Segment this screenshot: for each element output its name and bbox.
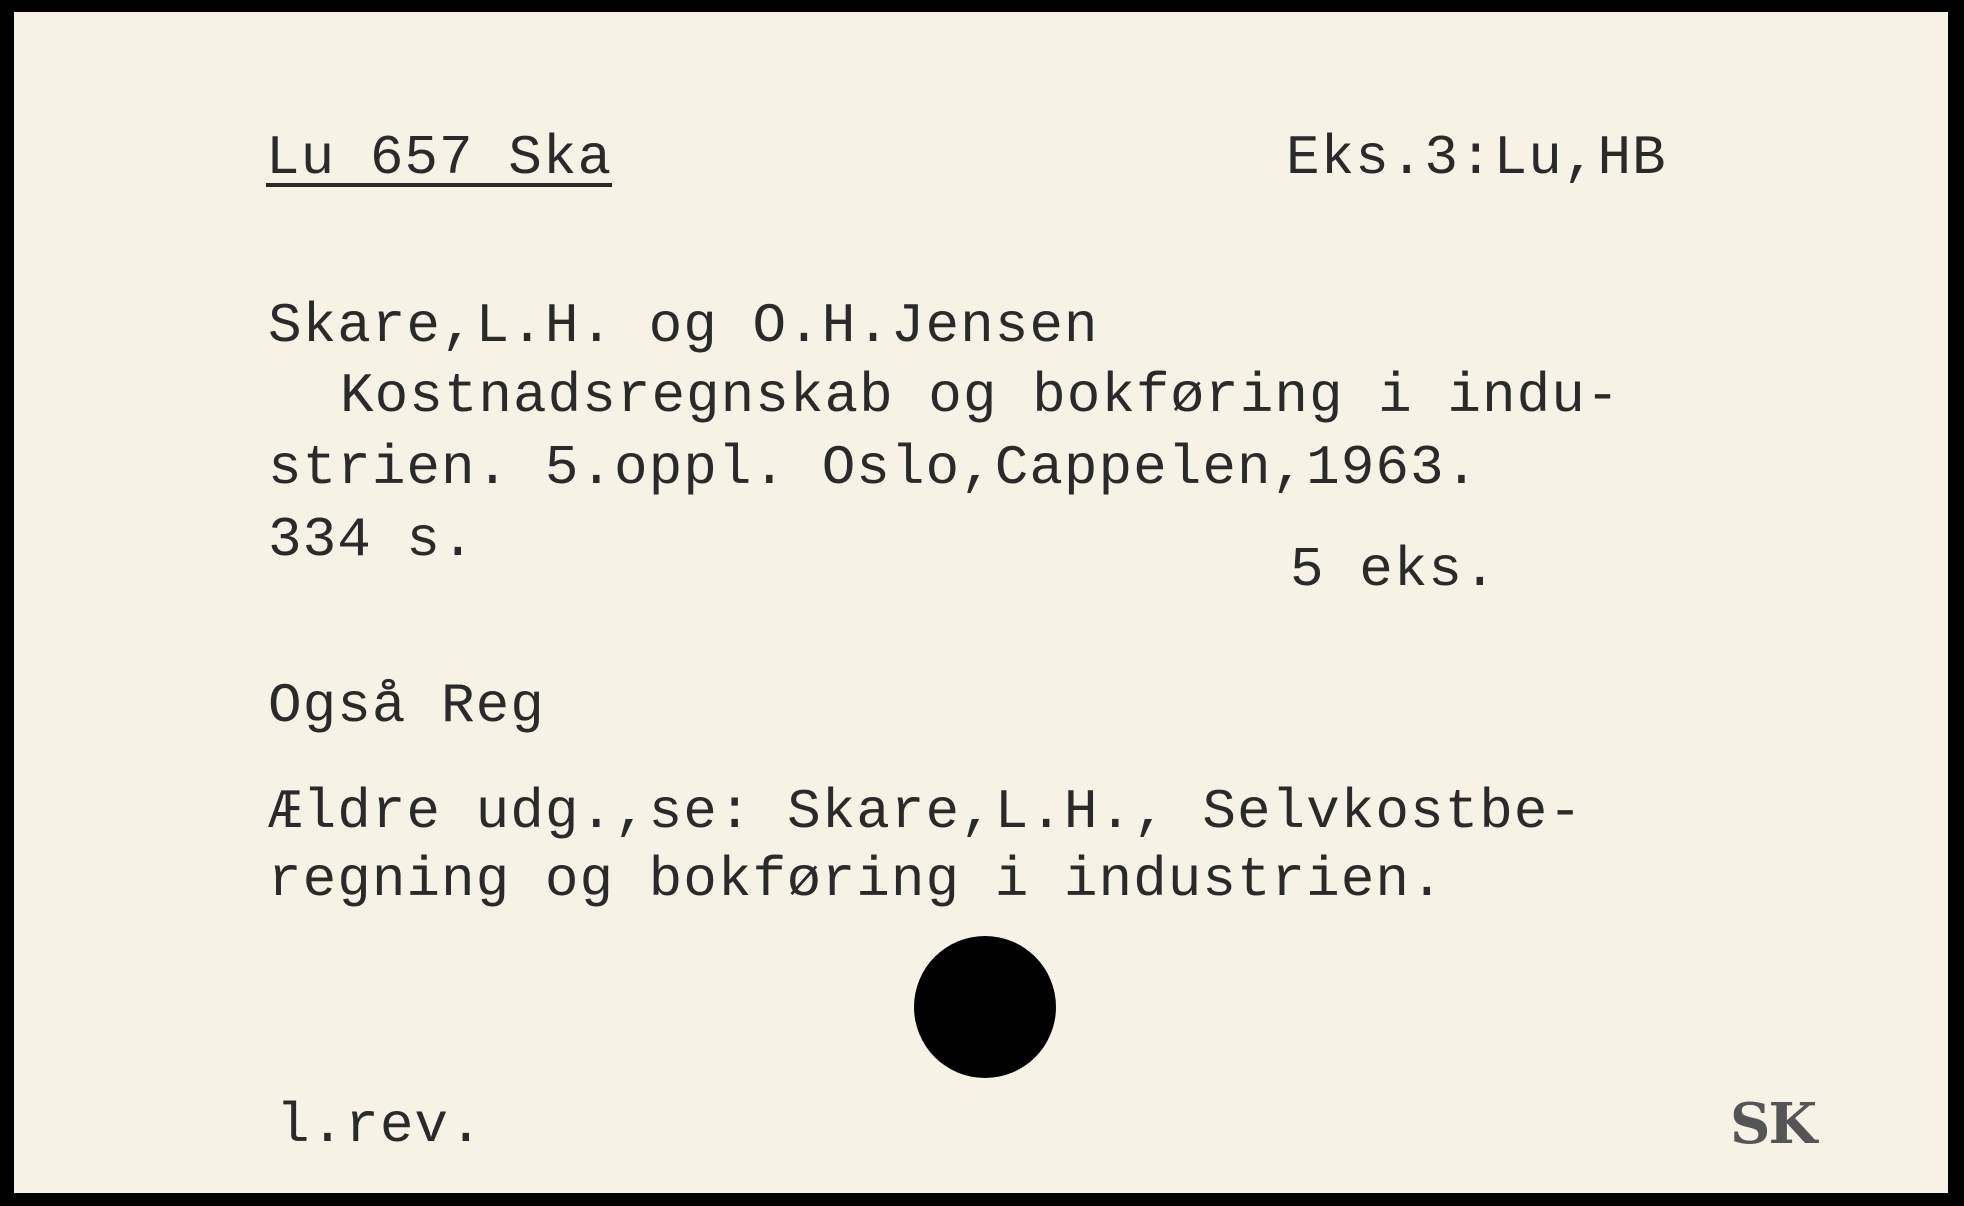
- older-edition-line-1: Ældre udg.,se: Skare,L.H., Selvkostbe-: [268, 780, 1584, 844]
- revision-note: l.rev.: [276, 1094, 484, 1158]
- title-line-1: Kostnadsregnskab og bokføring i indu-: [340, 364, 1621, 428]
- copies-location: Eks.3:Lu,HB: [1286, 126, 1667, 190]
- author-line: Skare,L.H. og O.H.Jensen: [268, 294, 1099, 358]
- older-edition-line-2: regning og bokføring i industrien.: [268, 848, 1445, 912]
- copies-count: 5 eks.: [1290, 538, 1498, 602]
- initials-stamp: SK: [1730, 1091, 1816, 1157]
- pages: 334 s.: [268, 508, 476, 572]
- catalog-card: [14, 12, 1948, 1193]
- punch-hole: [914, 936, 1056, 1078]
- call-number: Lu 657 Ska: [266, 126, 613, 190]
- see-also: Også Reg: [268, 674, 545, 738]
- title-line-2: strien. 5.oppl. Oslo,Cappelen,1963.: [268, 436, 1480, 500]
